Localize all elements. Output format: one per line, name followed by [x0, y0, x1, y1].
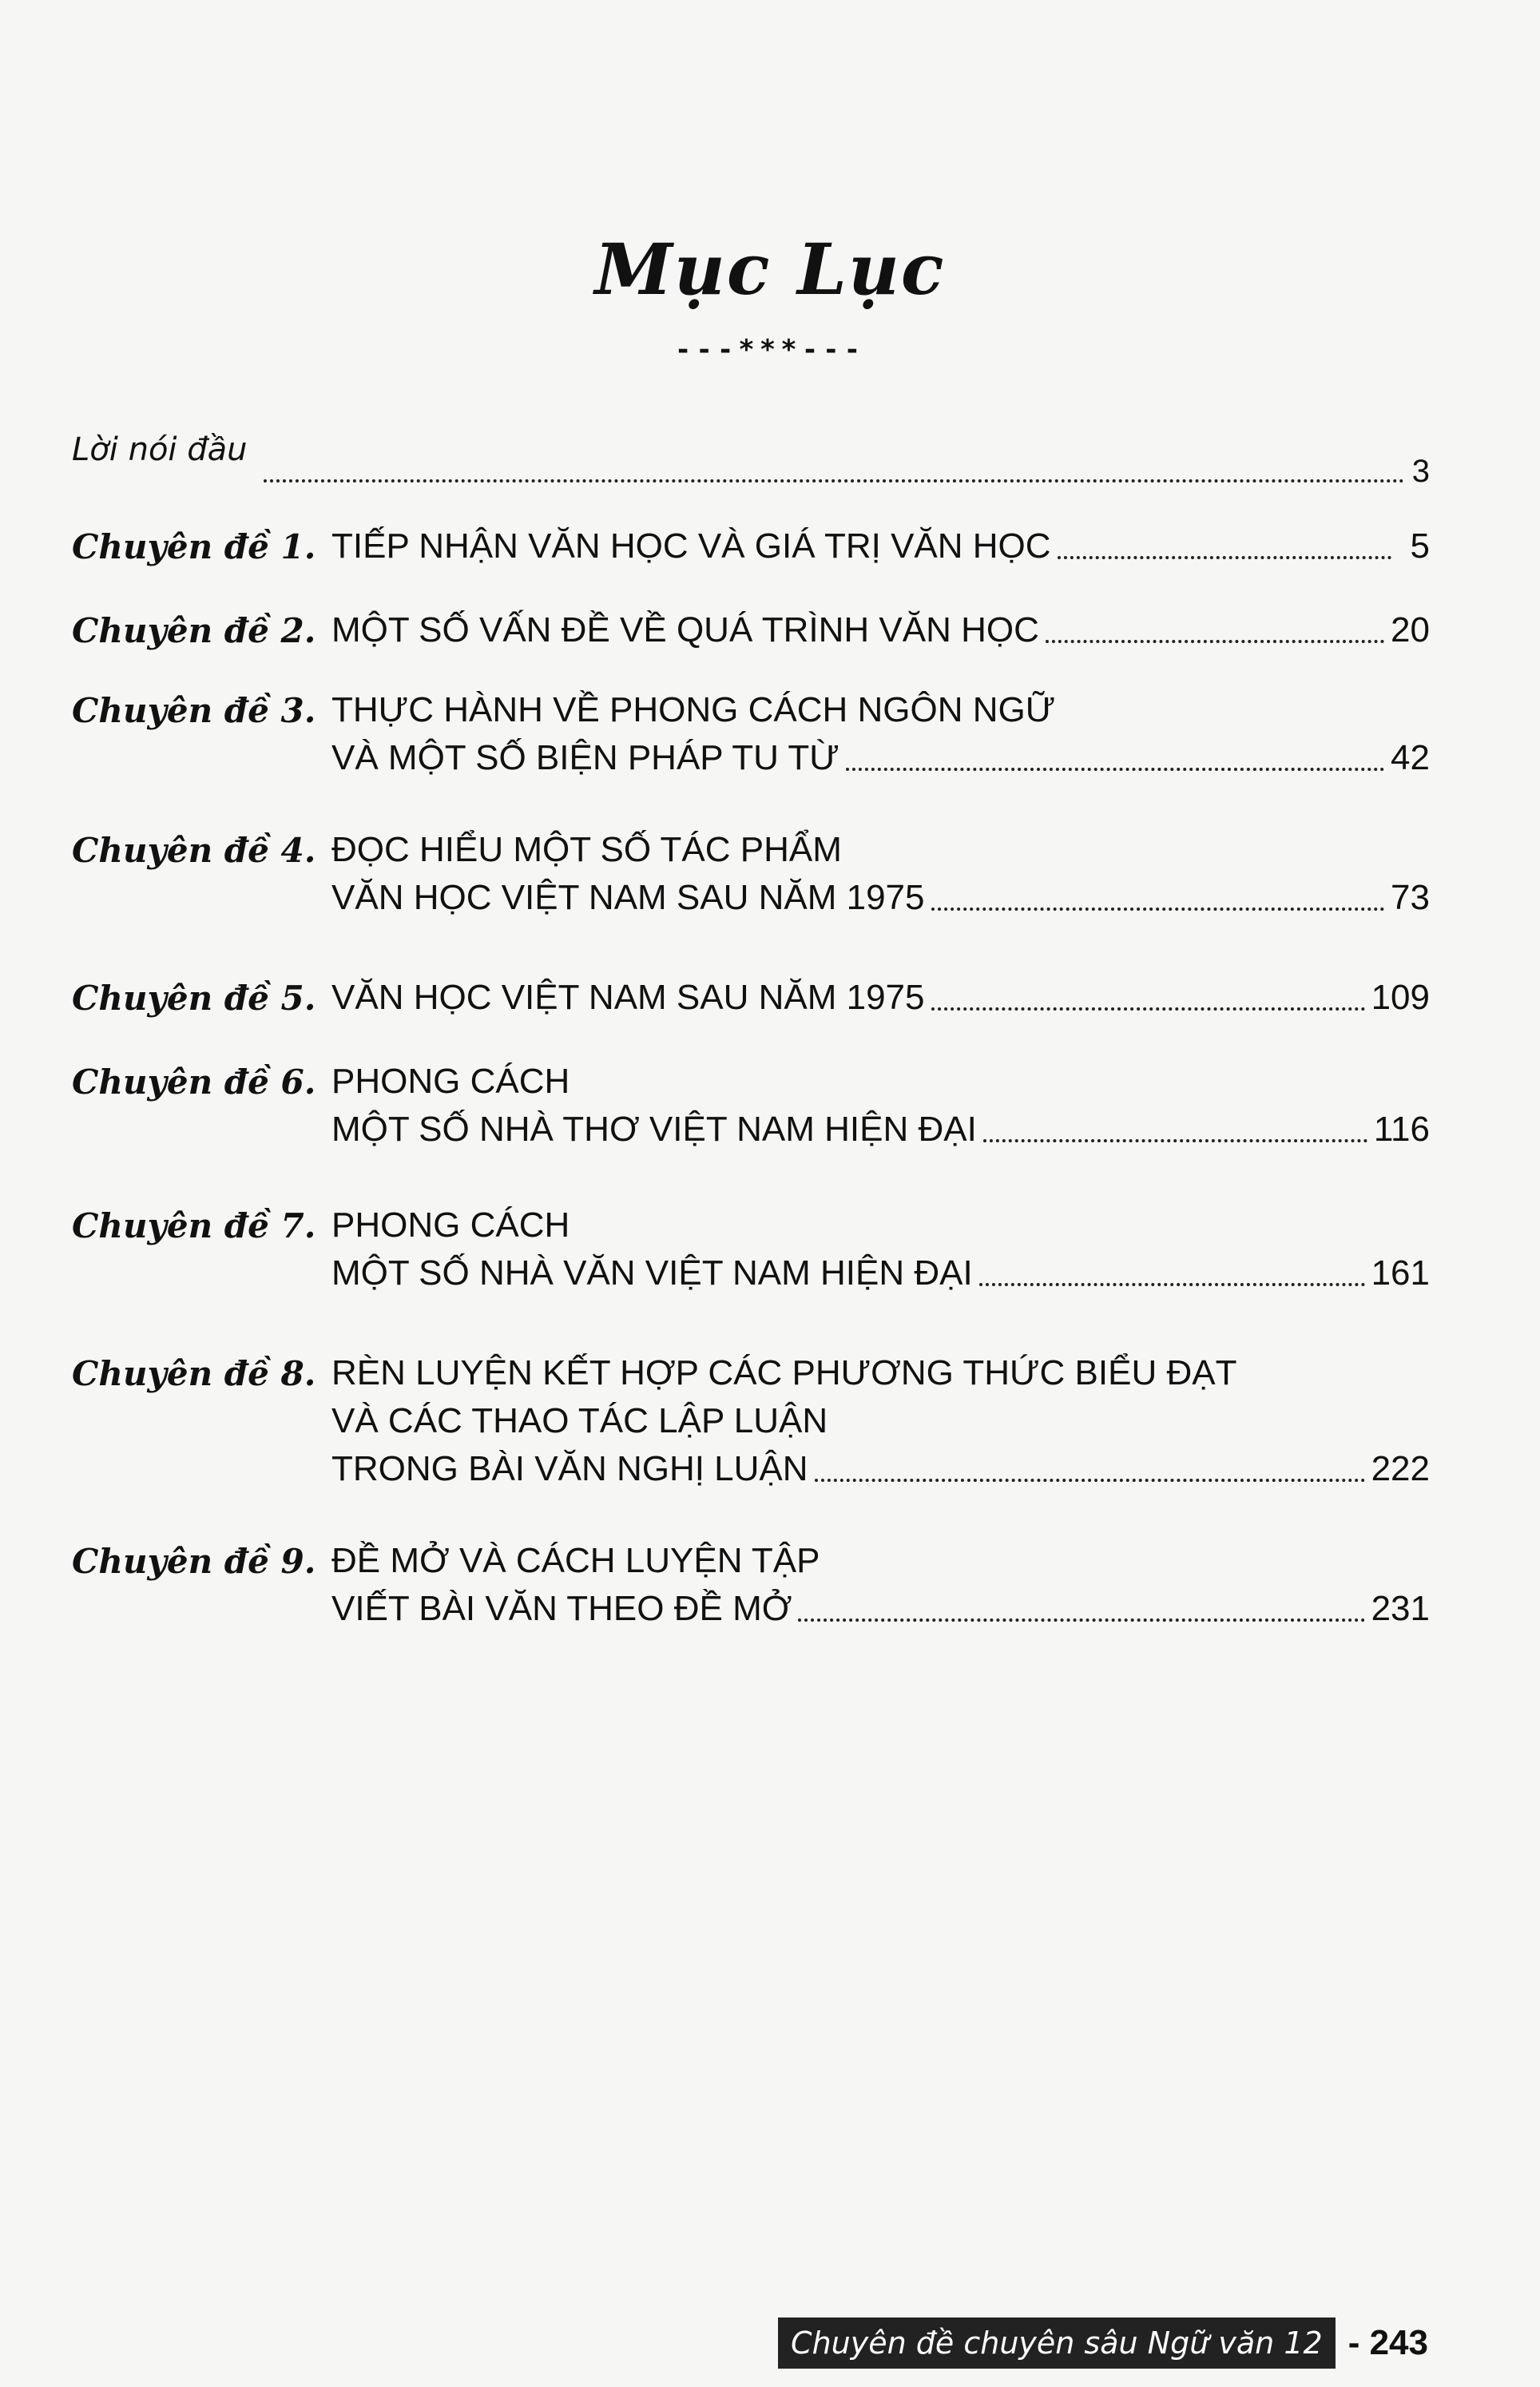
toc-chapter-title: ĐỌC HIỂU MỘT SỐ TÁC PHẨM: [331, 830, 842, 869]
toc-chapter-line: [331, 826, 1430, 874]
title-ornament: ---***---: [674, 334, 866, 366]
toc-leader-dots: [798, 1618, 1364, 1622]
toc-chapter-label: Chuyên đề 7.: [72, 1206, 316, 1245]
toc-chapter-line: [331, 874, 1430, 922]
toc-page-number: 5: [1410, 526, 1430, 566]
toc-chapter-title: ĐỀ MỞ VÀ CÁCH LUYỆN TẬP: [331, 1541, 820, 1580]
toc-chapter-title: THỰC HÀNH VỀ PHONG CÁCH NGÔN NGỮ: [331, 690, 1056, 729]
footer-book-title: Chuyên đề chuyên sâu Ngữ văn 12: [778, 2317, 1336, 2369]
toc-chapter-title: TRONG BÀI VĂN NGHỊ LUẬN: [331, 1449, 808, 1488]
toc-leader-dots: [815, 1479, 1365, 1482]
toc-chapter-title: RÈN LUYỆN KẾT HỢP CÁC PHƯƠNG THỨC BIỂU ĐẠT: [331, 1353, 1237, 1392]
page-title: Mục Lục: [594, 228, 946, 311]
toc-chapter-line: [331, 1201, 1430, 1249]
toc-chapter-title: MỘT SỐ NHÀ THƠ VIỆT NAM HIỆN ĐẠI: [331, 1110, 977, 1149]
toc-intro-page: 3: [1411, 454, 1430, 489]
footer-page-value: 243: [1369, 2323, 1428, 2362]
toc-chapter-label: Chuyên đề 5.: [72, 979, 316, 1018]
toc-leader-dots: [1058, 556, 1391, 559]
toc-chapter-line: [331, 974, 1430, 1022]
toc-chapter-line: [331, 1445, 1430, 1493]
toc-chapter-title: PHONG CÁCH: [331, 1062, 570, 1101]
toc-intro-label: Lời nói đầu: [72, 431, 248, 468]
toc-page-number: 109: [1371, 978, 1430, 1017]
footer-page-number: [1348, 2323, 1428, 2363]
toc-chapter-label: Chuyên đề 3.: [72, 691, 316, 730]
toc-page-number: 73: [1391, 878, 1430, 917]
toc-chapter-title: TIẾP NHẬN VĂN HỌC VÀ GIÁ TRỊ VĂN HỌC: [331, 526, 1051, 566]
toc-chapter-line: [331, 1249, 1430, 1297]
toc-chapter-title: VÀ CÁC THAO TÁC LẬP LUẬN: [331, 1401, 828, 1440]
toc-leader-dots: [846, 768, 1384, 771]
toc-chapter-title: MỘT SỐ NHÀ VĂN VIỆT NAM HIỆN ĐẠI: [331, 1253, 973, 1293]
toc-chapter-label: Chuyên đề 2.: [72, 611, 316, 650]
toc-page-number: 161: [1371, 1253, 1430, 1293]
toc-chapter-line: [331, 1585, 1430, 1633]
page-footer: [778, 2317, 1428, 2369]
toc-chapter-title: MỘT SỐ VẤN ĐỀ VỀ QUÁ TRÌNH VĂN HỌC: [331, 610, 1039, 649]
toc-chapter-label: Chuyên đề 1.: [72, 527, 316, 566]
footer-separator: -: [1348, 2323, 1360, 2362]
toc-chapter-line: [331, 1106, 1430, 1154]
toc-leader-dots: [931, 908, 1385, 911]
toc-chapter-title: VÀ MỘT SỐ BIỆN PHÁP TU TỪ: [331, 738, 839, 777]
toc-chapter-title: VĂN HỌC VIỆT NAM SAU NĂM 1975: [331, 878, 925, 917]
toc-page-number: 20: [1391, 610, 1430, 649]
toc-leader-dots: [979, 1283, 1365, 1286]
toc-leader-dots: [1046, 640, 1384, 643]
toc-intro-leader: [264, 447, 1430, 495]
toc-page-number: 116: [1373, 1110, 1430, 1149]
toc-chapter-line: [331, 522, 1430, 570]
toc-page-number: 42: [1391, 738, 1430, 777]
toc-chapter-line: [331, 1397, 1430, 1445]
toc-leader-dots: [983, 1139, 1367, 1142]
toc-chapter-title: VIẾT BÀI VĂN THEO ĐỀ MỞ: [331, 1589, 792, 1628]
toc-chapter-label: Chuyên đề 4.: [72, 831, 316, 870]
toc-chapter-title: VĂN HỌC VIỆT NAM SAU NĂM 1975: [331, 978, 925, 1017]
toc-chapter-label: Chuyên đề 8.: [72, 1354, 316, 1393]
toc-chapter-line: [331, 1349, 1430, 1397]
toc-chapter-label: Chuyên đề 9.: [72, 1542, 316, 1581]
toc-chapter-line: [331, 734, 1430, 782]
toc-page-number: 222: [1371, 1449, 1430, 1488]
toc-chapter-label: Chuyên đề 6.: [72, 1062, 316, 1102]
toc-chapter-line: [331, 606, 1430, 654]
toc-page-number: 231: [1371, 1589, 1430, 1628]
toc-chapter-line: [331, 686, 1430, 734]
toc-chapter-line: [331, 1537, 1430, 1585]
toc-leader-dots: [931, 1007, 1365, 1011]
toc-chapter-title: PHONG CÁCH: [331, 1205, 570, 1245]
toc-chapter-line: [331, 1058, 1430, 1106]
